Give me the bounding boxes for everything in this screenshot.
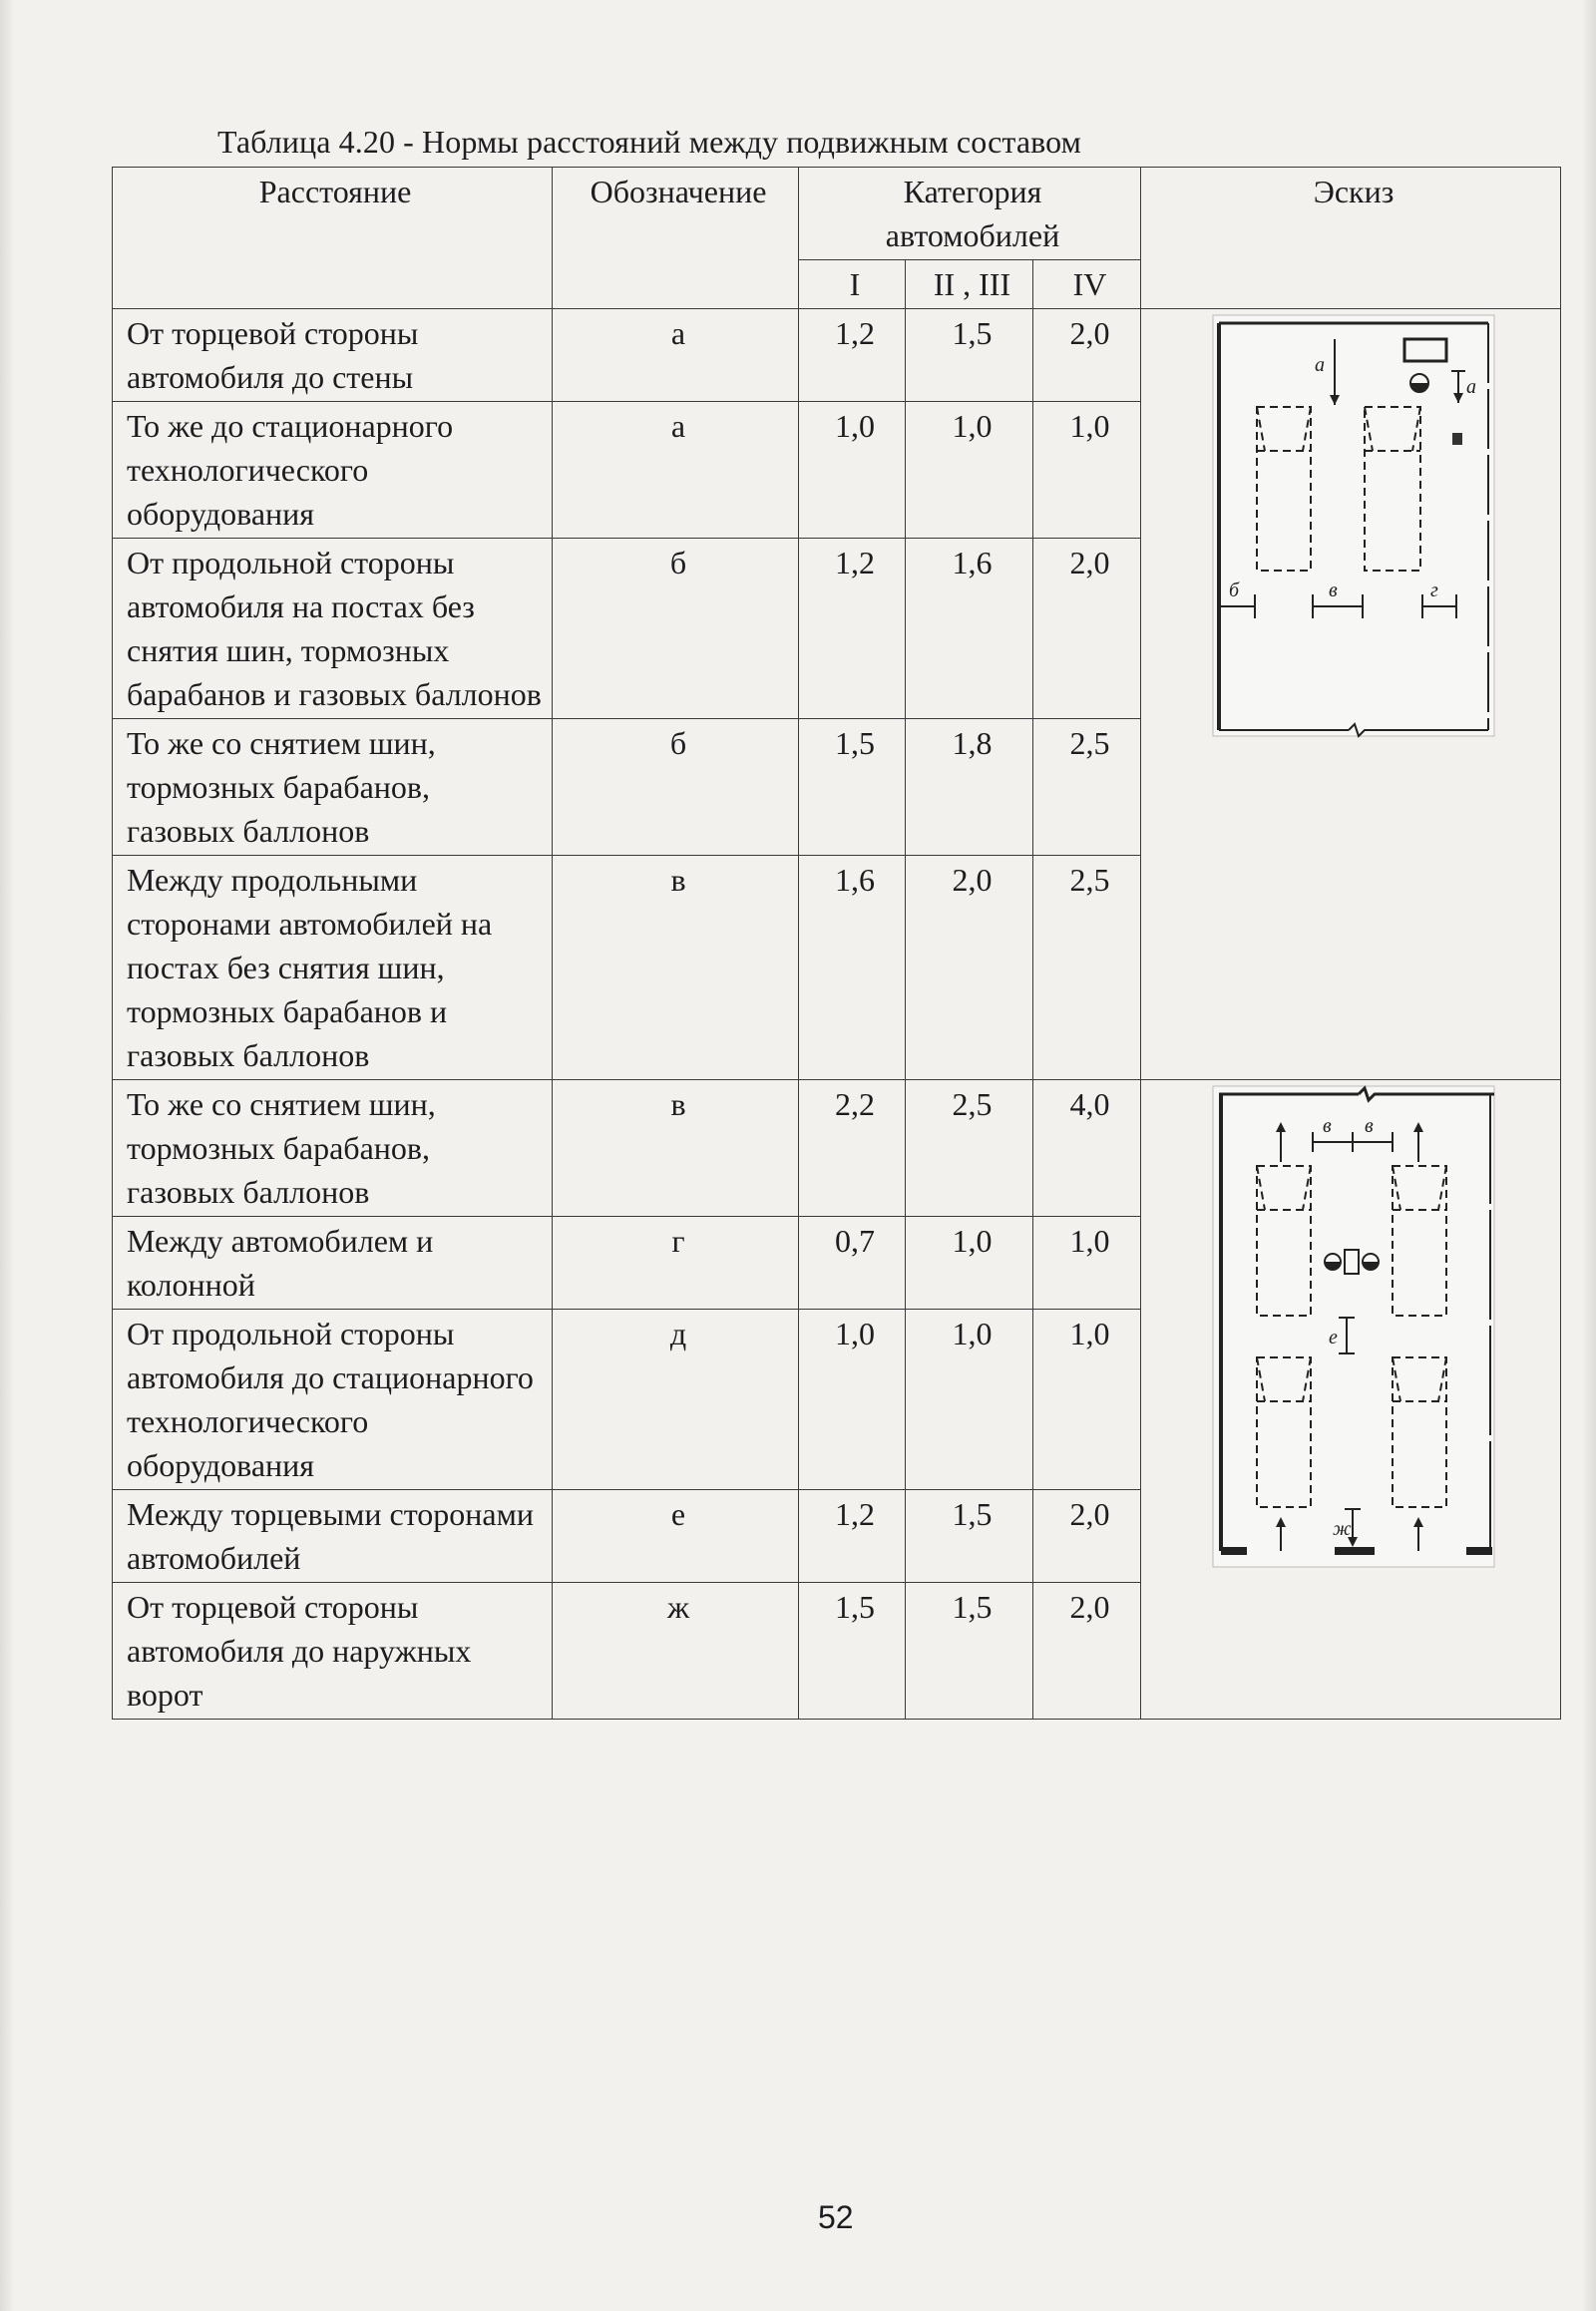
label-zh: ж: [1333, 1518, 1352, 1540]
code-cell: б: [553, 719, 799, 856]
code-cell: ж: [553, 1583, 799, 1720]
value-cat1: 1,0: [799, 402, 906, 539]
value-cat2: 1,8: [906, 719, 1033, 856]
label-a-right: а: [1466, 376, 1477, 398]
header-row: [113, 168, 1561, 260]
value-cat2: 1,5: [906, 1490, 1033, 1583]
distance-cell: От торцевой стороны автомобиля до стены: [113, 309, 553, 402]
value-cat2: 1,0: [906, 1310, 1033, 1490]
code-cell: а: [553, 402, 799, 539]
label-g: г: [1430, 579, 1438, 601]
sketch-cell-2: [1141, 1080, 1561, 1720]
label-b: б: [1229, 579, 1240, 601]
value-cat3: 1,0: [1033, 1310, 1141, 1490]
code-cell: е: [553, 1490, 799, 1583]
header-category: Категория автомобилей: [799, 168, 1141, 260]
code-cell: в: [553, 1080, 799, 1217]
header-cat1: I: [799, 260, 906, 309]
value-cat3: 2,5: [1033, 719, 1141, 856]
label-a-left: а: [1315, 354, 1326, 376]
value-cat2: 1,6: [906, 539, 1033, 719]
value-cat3: 2,5: [1033, 856, 1141, 1080]
table-row: [113, 1080, 1561, 1217]
distance-cell: Между торцевыми сторонами автомобилей: [113, 1490, 553, 1583]
value-cat3: 2,0: [1033, 1490, 1141, 1583]
distance-cell: То же со снятием шин, тормозных барабанов, газовых баллонов: [113, 1080, 553, 1217]
value-cat3: 1,0: [1033, 1217, 1141, 1310]
distance-cell: От продольной стороны автомобиля до стационарного технологического оборудования: [113, 1310, 553, 1490]
header-cat3: IV: [1033, 260, 1141, 309]
label-v-right: в: [1365, 1115, 1374, 1137]
sketch-diagram-2: [1209, 1082, 1498, 1571]
value-cat3: 1,0: [1033, 402, 1141, 539]
value-cat2: 1,0: [906, 402, 1033, 539]
norms-table: [112, 167, 1561, 1720]
distance-cell: От торцевой стороны автомобиля до наружных ворот: [113, 1583, 553, 1720]
header-sketch: Эскиз: [1141, 168, 1561, 309]
distance-cell: Между продольными сторонами автомобилей на постах без снятия шин, тормозных барабанов и газовых баллонов: [113, 856, 553, 1080]
label-v: в: [1329, 579, 1338, 601]
distance-cell: От продольной стороны автомобиля на постах без снятия шин, тормозных барабанов и газовых баллонов: [113, 539, 553, 719]
distance-cell: То же со снятием шин, тормозных барабанов, газовых баллонов: [113, 719, 553, 856]
value-cat3: 2,0: [1033, 309, 1141, 402]
value-cat2: 1,5: [906, 309, 1033, 402]
value-cat1: 1,5: [799, 719, 906, 856]
code-cell: в: [553, 856, 799, 1080]
value-cat2: 2,0: [906, 856, 1033, 1080]
value-cat1: 1,2: [799, 1490, 906, 1583]
value-cat1: 1,0: [799, 1310, 906, 1490]
code-cell: д: [553, 1310, 799, 1490]
value-cat3: 2,0: [1033, 539, 1141, 719]
header-cat2: II , III: [906, 260, 1033, 309]
value-cat3: 2,0: [1033, 1583, 1141, 1720]
sketch-cell-1: [1141, 309, 1561, 1080]
value-cat2: 1,5: [906, 1583, 1033, 1720]
value-cat1: 1,6: [799, 856, 906, 1080]
table-row: [113, 309, 1561, 402]
value-cat1: 2,2: [799, 1080, 906, 1217]
header-distance: Расстояние: [113, 168, 553, 309]
code-cell: г: [553, 1217, 799, 1310]
value-cat1: 0,7: [799, 1217, 906, 1310]
sketch-diagram-1: [1209, 311, 1498, 740]
label-v-left: в: [1323, 1115, 1332, 1137]
value-cat3: 4,0: [1033, 1080, 1141, 1217]
value-cat1: 1,2: [799, 539, 906, 719]
value-cat2: 2,5: [906, 1080, 1033, 1217]
header-designation: Обозначение: [553, 168, 799, 309]
value-cat1: 1,5: [799, 1583, 906, 1720]
value-cat1: 1,2: [799, 309, 906, 402]
distance-cell: Между автомобилем и колонной: [113, 1217, 553, 1310]
distance-cell: То же до стационарного технологического оборудования: [113, 402, 553, 539]
code-cell: б: [553, 539, 799, 719]
value-cat2: 1,0: [906, 1217, 1033, 1310]
table-caption: Таблица 4.20 - Нормы расстояний между подвижным составом: [217, 124, 1082, 160]
code-cell: а: [553, 309, 799, 402]
page-number: 52: [818, 2199, 854, 2235]
label-e: е: [1329, 1327, 1338, 1348]
